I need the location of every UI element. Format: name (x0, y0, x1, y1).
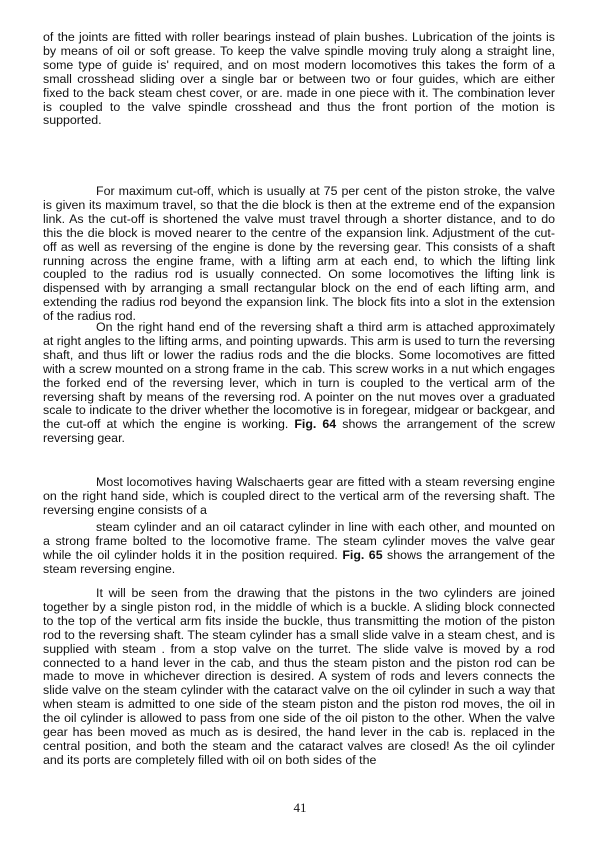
paragraph-text: On the right hand end of the reversing shaft a third arm is attached approximately at right angles to the lifting arms, and pointing upwards. This arm is used to turn the reversing shaft, and thus lift or lower the radius rods and the die blocks. Some locomotives are fitted with a screw mounted on a strong frame in the cab. This screw works in a nut which engages the forked end of the reversing lever, which in turn is coupled to the vertical arm of the reversing shaft by means of the reversing rod. A pointer on the nut moves over a graduated scale to indicate to the driver whether the locomotive is in foregear, midgear or backgear, and the cut-off at which the engine is working. (43, 320, 555, 432)
paragraph-maximum-cutoff: For maximum cut-off, which is usually at 75 per cent of the piston stroke, the valve is given its maximum travel, so that the die block is then at the extreme end of the expansion link. As the cut-off is shortened the valve must travel through a shorter distance, and to do this the die block is moved nearer to the centre of the expansion link. Adjustment of the cut-off as well as reversing of the engine is done by the reversing gear. This consists of a shaft running across the engine frame, with a lifting arm at each end, to which the lifting link coupled to the radius rod is usually connected. On some locomotives the lifting link is dispensed with by arranging a small rectangular block on the end of each lifting arm, and extending the radius rod beyond the expansion link. The block fits into a slot in the extension of the radius rod. (43, 184, 555, 324)
paragraph-text-tail: shows the arrangement of the screw reversing gear. (43, 417, 555, 446)
paragraph-piston-rod: It will be seen from the drawing that the pistons in the two cylinders are joined together by a single piston rod, in the middle of which is a buckle. A sliding block connected to the top of the vertical arm fits inside the buckle, thus transmitting the motion of the piston rod to the reversing shaft. The steam cylinder has a small slide valve in a steam chest, and is supplied with steam . from a stop valve on the turret. The slide valve is moved by a rod connected to a hand lever in the cab, and thus the steam piston and the piston rod can be made to move in whichever direction is desired. A system of rods and levers connects the slide valve on the steam cylinder with the cataract valve on the oil cylinder in such a way that when steam is admitted to one side of the steam piston and the piston rod moves, the oil in the oil cylinder is allowed to pass from one side of the oil piston to the other. When the valve gear has been moved as much as is desired, the hand lever in the cab is. replaced in the central position, and both the steam and the cataract valves are closed! As the oil cylinder and its ports are completely filled with oil on both sides of the (43, 586, 555, 767)
figure-reference-65: Fig. 65 (342, 547, 383, 562)
paragraph-walschaerts-gear: Most locomotives having Walschaerts gear are fitted with a steam reversing engine on the right hand side, which is coupled direct to the vertical arm of the reversing shaft. The reversing engine consists of a (43, 475, 555, 517)
paragraph-text: steam cylinder and an oil cataract cylinder in line with each other, and mounted on a strong frame bolted to the locomotive frame. The steam cylinder moves the valve gear while the oil cylinder holds it in the position required. (43, 520, 555, 562)
page-number: 41 (293, 800, 307, 815)
paragraph-text-tail: shows the arrangement of the steam reversing engine. (43, 547, 555, 576)
paragraph-reversing-shaft (43, 321, 555, 446)
figure-reference-64: Fig. 64 (294, 417, 337, 432)
paragraph-steam-cylinder (43, 521, 555, 577)
paragraph-roller-bearings: of the joints are fitted with roller bearings instead of plain bushes. Lubrication of the joints is by means of oil or soft grease. To keep the valve spindle moving truly along a straight line, some type of guide is' required, and on most modern locomotives this takes the form of a small crosshead sliding over a single bar or between two or four guides, which are either fixed to the back steam chest cover, or are. made in one piece with it. The combination lever is coupled to the valve spindle crosshead and thus the front portion of the motion is supported. (43, 30, 555, 128)
